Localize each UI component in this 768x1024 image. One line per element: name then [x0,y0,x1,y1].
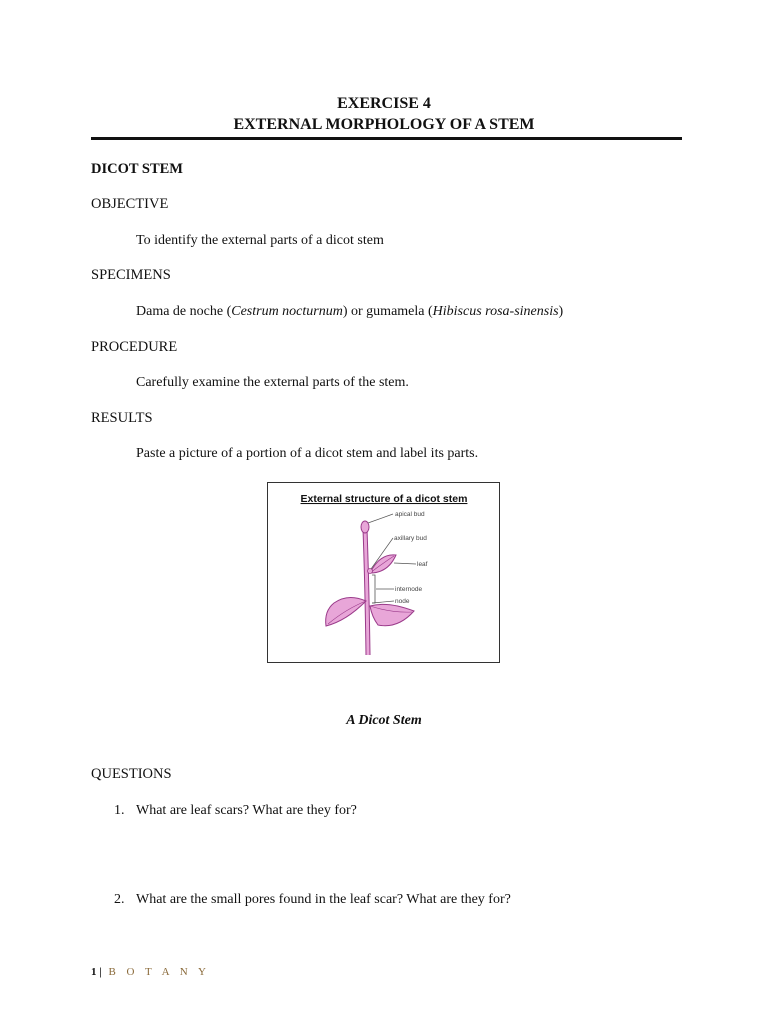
page-footer [91,966,210,978]
question-text: What are leaf scars? What are they for? [136,803,357,818]
specimen-scientific-2: Hibiscus rosa-sinensis [432,304,559,319]
footer-subject: B O T A N Y [108,966,210,978]
lower-right-leaf-shape [370,604,414,625]
objective-text: To identify the external parts of a dicot stem [136,233,384,248]
specimens-heading: SPECIMENS [91,267,171,283]
page-number: 1 | [91,966,102,978]
specimen-common-2: ) or gumamela ( [342,304,433,319]
page-title: EXTERNAL MORPHOLOGY OF A STEM [233,116,535,133]
questions-heading: QUESTIONS [91,766,172,782]
procedure-heading: PROCEDURE [91,339,178,355]
label-node: node [395,598,410,605]
question-text: What are the small pores found in the leaf scar? What are they for? [136,892,511,907]
specimens-text [136,304,563,320]
axillary-bud-shape [368,569,373,574]
figure-caption: A Dicot Stem [346,713,422,728]
objective-heading: OBJECTIVE [91,196,169,212]
label-axillary-bud: axillary bud [394,535,427,542]
figure-title: External structure of a dicot stem [300,493,468,505]
specimen-scientific-1: Cestrum nocturnum [231,304,343,319]
exercise-number: EXERCISE 4 [337,95,431,112]
section-title: DICOT STEM [91,161,183,177]
dicot-stem-figure [267,482,500,663]
apical-bud-shape [361,521,369,533]
title-divider [91,137,682,140]
label-leaf: leaf [417,561,428,568]
specimen-common-1: Dama de noche ( [136,304,232,319]
specimen-close: ) [558,304,564,319]
dicot-stem-diagram [268,483,499,662]
procedure-text: Carefully examine the external parts of the stem. [136,375,409,390]
question-number: 1. [114,803,125,818]
results-heading: RESULTS [91,410,153,426]
results-text: Paste a picture of a portion of a dicot stem and label its parts. [136,446,479,461]
label-apical-bud: apical bud [395,511,425,518]
internode-bracket [372,575,375,603]
question-number: 2. [114,892,125,907]
lower-left-leaf-shape [326,597,366,626]
label-internode: internode [395,586,423,593]
